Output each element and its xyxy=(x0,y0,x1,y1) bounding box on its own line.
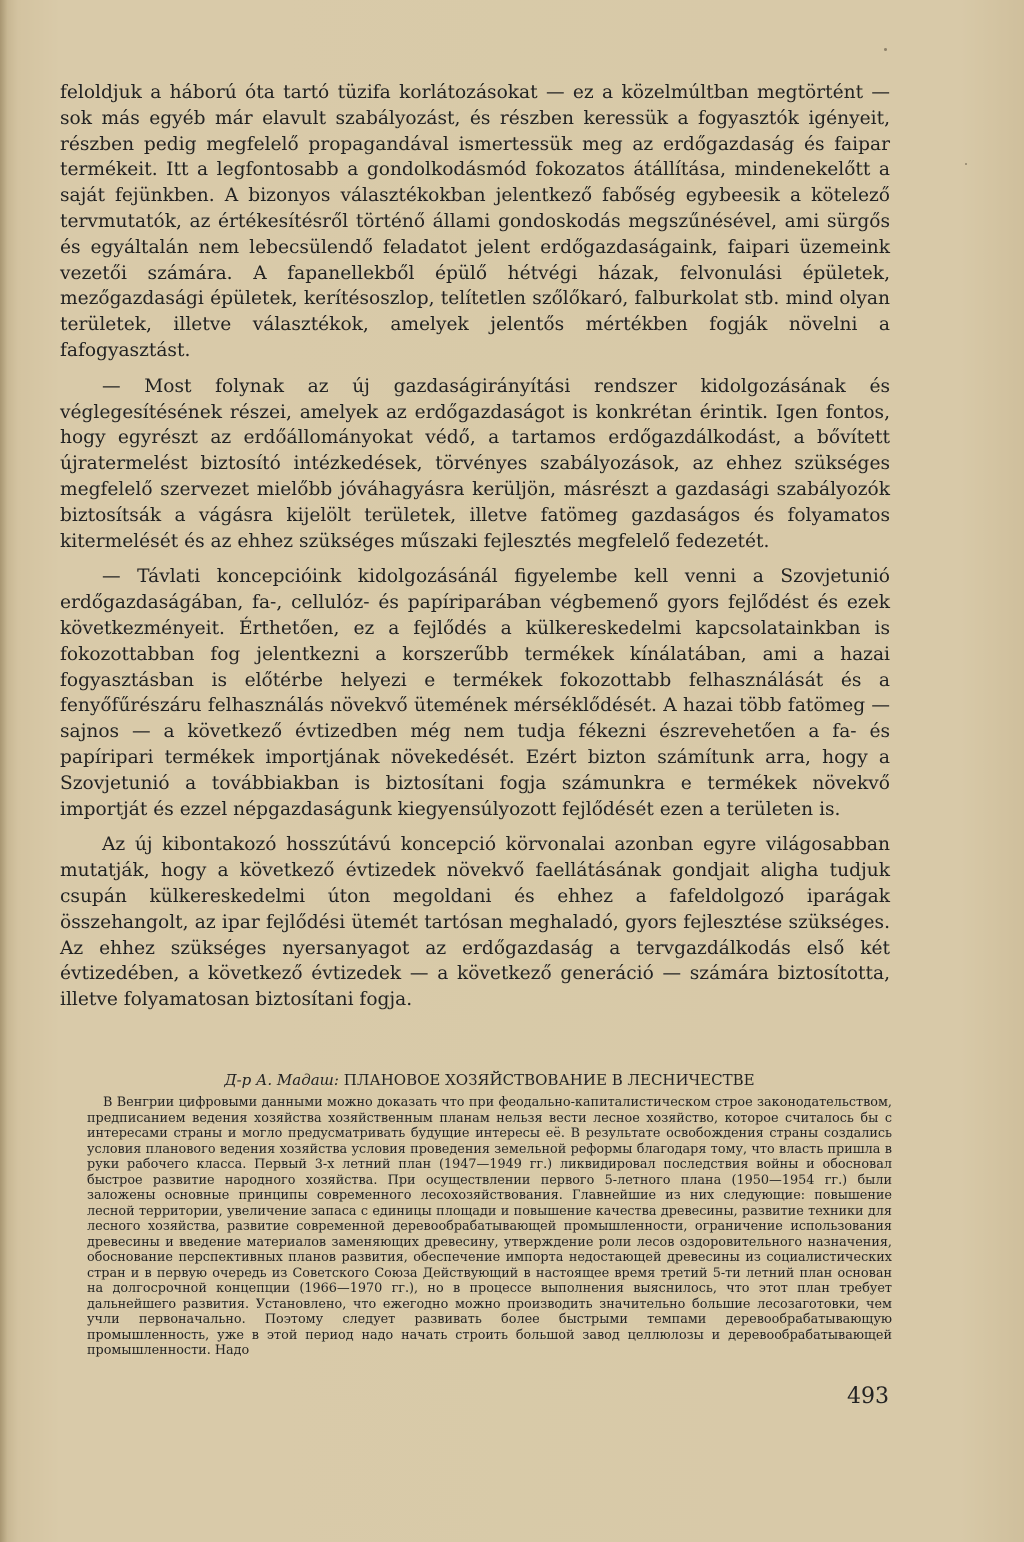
article-body xyxy=(60,80,890,1013)
print-speck xyxy=(884,48,887,51)
summary-title: ПЛАНОВОЕ ХОЗЯЙСТВОВАНИЕ В ЛЕСНИЧЕСТВЕ xyxy=(343,1071,755,1089)
summary-author: Д-р А. Мадаш: xyxy=(224,1071,339,1089)
paragraph-4: Az új kibontakozó hosszútávú koncepció körvonalai azonban egyre világosabban mutatják, hogy a következő évtizedek növekvő faellátásának gondjait aligha tudjuk csupán külkereskedelmi úton megoldani és ehhez a fafeldolgozó iparágak összehangolt, az ipar fejlődési ütemét tartósan meghaladó, gyors fejlesztése szükséges. Az ehhez szükséges nyersanyagot az erdőgazdaság a tervgazdálkodás első két évtizedében, a következő évtizedek — a következő generáció — számára biztosította, illetve folyamatosan biztosítani fogja. xyxy=(60,834,890,1011)
paragraph-3: — Távlati koncepcióink kidolgozásánál figyelembe kell venni a Szovjetunió erdőgazdaságában, fa-, cellulóz- és papíriparában végbemenő gyors fejlődést és ezek következményeit. Érthetően, ez a fejlődés a külkereskedelmi kapcsolatainkban is fokozottabban fog jelentkezni a korszerűbb termékek kínálatában, ami a hazai fogyasztásban is előtérbe helyezi e termékek fokozottabb felhasználását és a fenyőfűrészáru felhasználás növekvő ütemének mérséklődését. A hazai több fatömeg — sajnos — a következő évtizedben még nem tudja fékezni észrevehetően a fa- és papíripari termékek importjának növekedését. Ezért bizton számítunk arra, hogy a Szovjetunió a továbbiakban is biztosítani fogja számunkra e termékek növekvő importját és ezzel népgazdaságunk kiegyensúlyozott fejlődését ezen a területen is. xyxy=(60,566,890,820)
page-number: 493 xyxy=(847,1384,889,1409)
russian-summary xyxy=(87,1070,892,1359)
summary-body: В Венгрии цифровыми данными можно доказать что при феодально-капиталистическом строе законодательством, предписанием ведения хозяйства хозяйственным планам нельзя вести лесное хозяйство, которое считалось бы с интересами страны и могло предусматривать будущие интересы её. В результате освобождения страны создались условия планового ведения хозяйства условия проведения земельной реформы благодаря тому, что власть пришла в руки рабочего класса. Первый 3-х летний план (1947—1949 гг.) ликвидировал последствия войны и обосновал быстрое развитие народного хозяйства. При осуществлении первого 5-летного плана (1950—1954 гг.) были заложены основные принципы современного лесохозяйствования. Главнейшие из них следующие: повышение лесной территории, увеличение запаса с единицы площади и повышение качества древесины, развитие техники для лесного хозяйства, развитие современной деревообрабатывающей промышленности, ограничение использования древесины и введение материалов заменяющих древесину, утверждение роли лесов оздоровительного назначения, обоснование перспективных планов развития, обеспечение импорта недостающей древесины из социалистических стран и в первую очередь из Советского Союза Действующий в настоящее время третий 5-ти летний план основан на долгосрочной концепции (1966—1970 гг.), но в процессе выполнения выяснилось, что этот план требует дальнейшего развития. Установлено, что ежегодно можно производить значительно большие лесозаготовки, чем учли первоначально. Поэтому следует развивать более быстрыми темпами деревообрабатывающую промышленность, уже в этой период надо начать строить большой завод целлюлозы и деревообрабатывающей промышленности. Надо xyxy=(87,1095,892,1358)
print-speck xyxy=(965,163,967,165)
paragraph-2: — Most folynak az új gazdaságirányítási rendszer kidolgozásának és véglegesítésének részei, amelyek az erdőgazdaságot is konkrétan érintik. Igen fontos, hogy egyrészt az erdőállományokat védő, a tartamos erdőgazdálkodást, a bővített újratermelést biztosító intézkedések, törvényes szabályozások, az ehhez szükséges megfelelő szervezet mielőbb jóváhagyásra kerüljön, másrészt a gazdasági szabályozók biztosítsák a vágásra kijelölt területek, illetve fatömeg gazdaságos és folyamatos kitermelését és az ehhez szükséges műszaki fejlesztés megfelelő fedezetét. xyxy=(60,375,890,552)
page-spine-shadow xyxy=(0,0,8,1542)
paragraph-1: feloldjuk a háború óta tartó tüzifa korlátozásokat — ez a közelmúltban megtörtént — sok más egyéb már elavult szabályozást, és részben keressük a fogyasztók igényeit, részben pedig megfelelő propagandával ismertessük meg az erdőgazdaság és faipar termékeit. Itt a legfontosabb a gondolkodásmód fokozatos átállítása, mindenekelőtt a saját fejünkben. A bizonyos választékokban jelentkező fabőség egybeesik a kötelező tervmutatók, az értékesítésről történő állami gondoskodás megszűnésével, ami sürgős és egyáltalán nem lebecsülendő feladatot jelent erdőgazdaságaink, faipari üzemeink vezetői számára. A fapanellekből épülő hétvégi házak, felvonulási épületek, mezőgazdasági épületek, kerítésoszlop, telítetlen szőlőkaró, falburkolat stb. mind olyan területek, illetve választékok, amelyek jelentős mértékben fogják növelni a fafogyasztást. xyxy=(60,82,890,361)
summary-heading xyxy=(87,1070,892,1090)
